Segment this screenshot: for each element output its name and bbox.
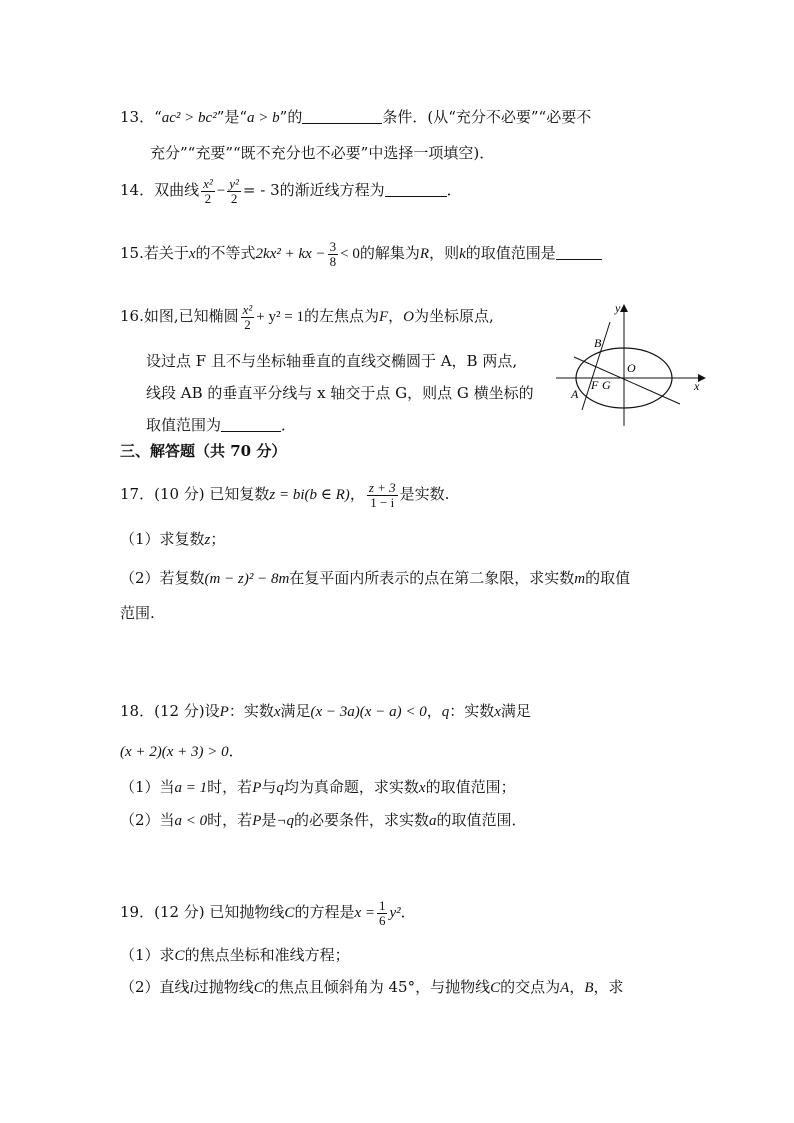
q19-end: ． [400,903,416,921]
q18-part1-condition: a = 1 [174,780,208,796]
label-B: B [594,336,602,350]
q18-part2-a: a [429,813,437,829]
q17-part1 [120,528,225,551]
q15-R: R [419,246,430,262]
q18-part1-q: q [276,780,284,796]
q15-k: k [459,246,466,262]
q15-inequality-end: < 0 [340,246,360,262]
q13-condition-ac-bc: ac² > bc² [161,110,217,126]
q13-answer-blank[interactable] [302,109,382,124]
q14-label: 14．双曲线 [120,181,200,199]
q17-part2-end: 的取值 [585,569,631,587]
label-O: O [627,361,636,375]
label-x: x [694,379,700,393]
q15-text4: ，则 [429,244,460,262]
q19-part1-end: 的焦点坐标和准线方程； [184,946,350,964]
q19-part1-C: C [174,948,185,964]
q18-part1-mid: 时，若 [207,778,253,796]
q18-mid4: ：实数 [449,702,495,720]
q15-line [120,238,602,269]
q16-ellipse-tail: + y² = 1的左焦点为 [256,309,379,325]
q19-part2-C2: C [490,980,501,996]
q18-part1-x: x [418,780,426,796]
q15-answer-blank[interactable] [556,245,602,260]
q16-ellipse-figure [552,300,712,430]
q16-line1 [120,300,494,333]
q16-O: O [403,309,414,325]
q14-fraction-y: $\frac{\text{y²}}{2}$ [229,175,239,206]
q16-line4-end: ． [281,416,297,434]
q17-tail: 是实数. [399,485,450,503]
q13-number: 13． [120,108,155,126]
q13-text-mid2: ”的 [279,108,303,126]
q14-equation-tail: = - 3的渐近线方程为 [242,181,385,199]
q17-part1-z: z [204,532,211,548]
q18-expression2-end: ． [228,742,244,760]
q18-part1 [120,776,516,799]
q19-part2-l: l [189,980,194,996]
q17-part2-mid: 在复平面内所表示的点在第二象限，求实数 [289,569,575,587]
q17-part1-end: ； [210,530,226,548]
q18-part1-text: （1）当 [120,778,175,796]
q18-mid5: 满足 [500,702,531,720]
q16-answer-blank[interactable] [221,417,281,432]
q19-part1-text: （1）求 [120,946,175,964]
q13-line1: 13．“ac² > bc²”是“a > b”的 条件．(从“充分不必要”“必要不 [120,108,592,126]
q18-part2-mid: 时，若 [207,811,253,829]
q17-part1-text: （1）求复数 [120,530,205,548]
q18-part2-condition: a < 0 [174,813,208,829]
q19-fraction: $\frac{1}{6}$ [378,897,386,928]
q15-fraction: $\frac{3}{8}$ [329,238,337,269]
q17-part2-text: （2）若复数 [120,569,205,587]
section-heading: 三、解答题（共 70 分） [120,442,287,460]
q14-end: ． [446,181,462,199]
q19-part2-comma: ， [569,978,585,996]
q19-line1 [120,896,416,929]
q16-line2: 设过点 F 且不与坐标轴垂直的直线交椭圆于 A，B 两点, [146,352,518,370]
q18-x1: x [273,704,281,720]
q19-part2-mid: 过抛物线 [193,978,254,996]
q19-part2-B: B [584,980,594,996]
q18-mid1: ：实数 [228,702,274,720]
q13-text-mid1: ”是“ [216,108,248,126]
q18-part2-end: 的取值范围． [436,811,527,829]
label-F: F [591,378,599,392]
label-A: A [571,387,579,401]
q17-fraction: $\frac{z + 3}{1 - i}$ [368,479,396,510]
q18-part1-mid2: 与 [261,778,277,796]
q19-part2-mid3: 的交点为 [500,978,561,996]
label-y: y [615,301,621,315]
q16-line3: 线段 AB 的垂直平分线与 x 轴交于点 G，则点 G 横坐标的 [146,384,534,402]
q18-part2-notq: ¬q [276,813,294,829]
q18-part2-mid3: 的必要条件，求实数 [294,811,430,829]
q19-equation-right: y² [389,905,401,921]
q18-part2-P: P [252,813,262,829]
q19-part2-C1: C [253,980,264,996]
q14-answer-blank[interactable] [385,182,447,197]
q15-text5: 的取值范围是 [465,244,556,262]
q15-text2: 的不等式 [195,244,256,262]
q19-part2-A: A [560,980,570,996]
q18-mid3: ， [426,702,442,720]
q16-comma: ， [388,307,404,325]
q18-part2-text: （2）当 [120,811,175,829]
q17-part2-line2: 范围. [120,604,155,622]
q18-P: P [219,704,229,720]
q19-part2-end: ，求 [593,978,624,996]
q16-line4 [146,414,296,436]
q13-line2: 充分”“充要”“既不充分也不必要”中选择一项填空)． [150,144,495,162]
q18-part1-mid3: 均为真命题，求实数 [283,778,419,796]
q15-text3: 的解集为 [359,244,420,262]
q13-text-tail: 条件．(从“充分不必要”“必要不 [382,108,592,126]
q17-head: 17．(10 分) 已知复数 [120,485,270,503]
q19-part2-mid2: 的焦点且倾斜角为 45°，与抛物线 [263,978,491,996]
q18-line1 [120,700,531,723]
q17-z-definition: z = bi(b ∈ R) [269,487,350,503]
q17-part2-m: m [574,571,586,587]
q19-equation-left: x = [354,905,375,921]
q19-part2-text: （2）直线 [120,978,190,996]
q16-F: F [378,309,389,325]
q17-part2-expression: (m − z)² − 8m [204,571,290,587]
q16-line4-text: 取值范围为 [146,416,222,434]
q18-part1-end: 的取值范围； [425,778,516,796]
q19-mid: 的方程是 [294,903,355,921]
q18-x2: x [494,704,501,720]
q19-C: C [284,905,295,921]
q16-text1: 16.如图,已知椭圆 [120,307,239,325]
q18-line2 [120,740,244,763]
q18-head: 18．(12 分)设 [120,702,220,720]
q13-condition-a-b: a > b [247,110,280,126]
q18-part2-mid2: 是 [261,811,277,829]
q19-head: 19．(12 分) 已知抛物线 [120,903,285,921]
q15-inequality: 2kx² + kx − [255,246,326,262]
q18-expression1: (x − 3a)(x − a) < 0 [310,704,427,720]
q17-line1: 17．(10 分) 已知复数z = bi(b ∈ R)， $\frac{z + 3}{1 - i}$ 是实数. [120,479,450,510]
q18-q: q [441,704,450,720]
q14-line: 14．双曲线 $\frac{\text{x²}}{2}$ − $\frac{\text{y²}}{2}$ = - 3的渐近线方程为 ． [120,175,462,206]
q15-text1: 15.若关于 [120,244,189,262]
q17-part2 [120,567,630,590]
q19-part1 [120,944,350,967]
label-G: G [602,378,611,392]
q15-x: x [188,246,196,262]
y-axis-arrow [620,304,628,312]
q18-part1-P: P [252,780,262,796]
q16-text2: 为坐标原点, [414,307,494,325]
q19-part2 [120,976,624,999]
q16-ellipse-fraction: $\frac{\text{x²}}{2}$ [242,301,253,332]
q14-fraction-x: $\frac{\text{x²}}{2}$ [203,175,213,206]
q18-expression2: (x + 2)(x + 3) > 0 [120,744,229,760]
q18-mid2: 满足 [280,702,311,720]
q18-part2 [120,809,527,832]
